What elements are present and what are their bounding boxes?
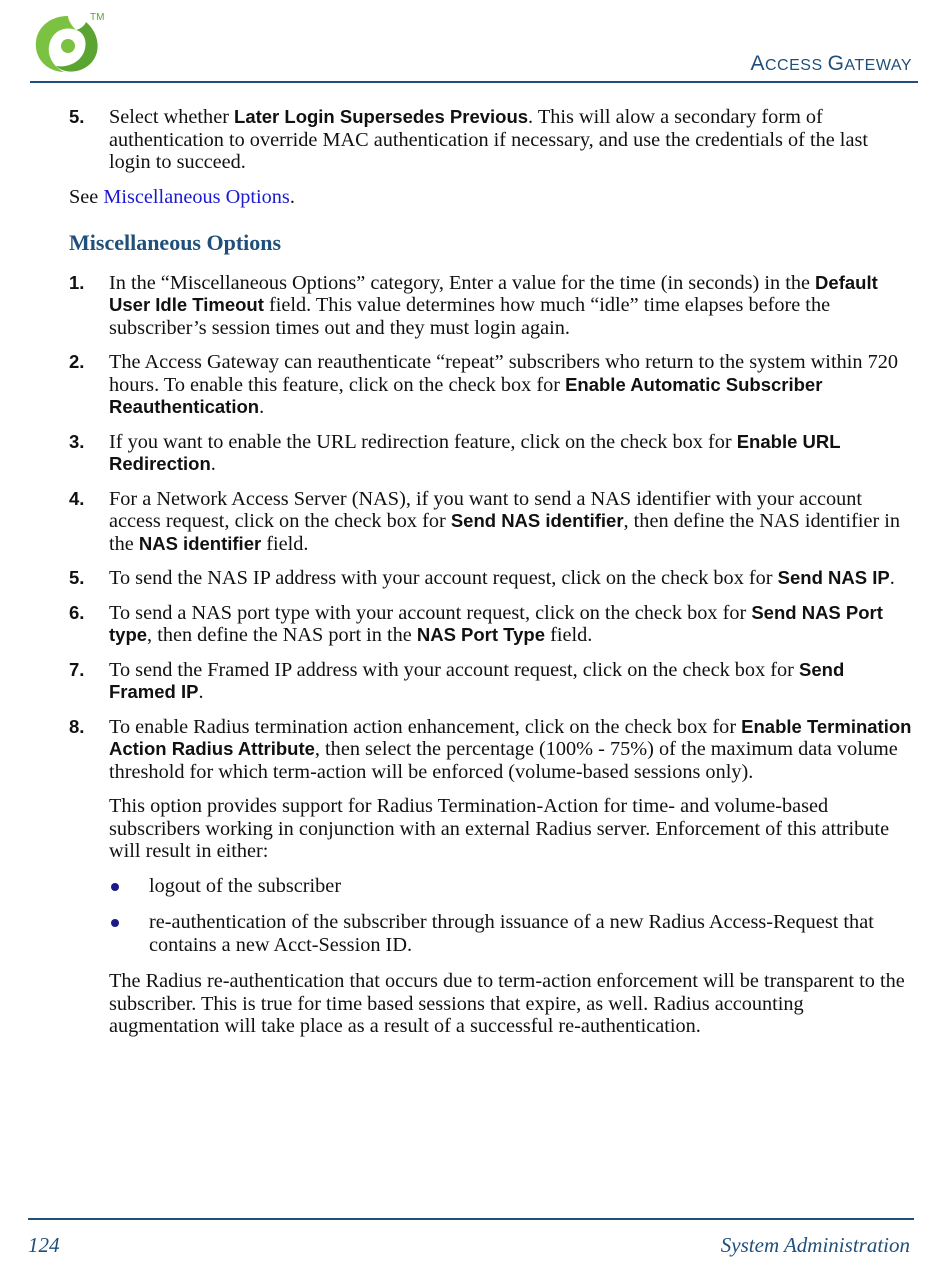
step-7: 7. To send the Framed IP address with your account request, click on the check box for Send Framed IP. <box>69 658 845 703</box>
see-also-line: See Miscellaneous Options. <box>69 185 295 208</box>
section-heading: Miscellaneous Options <box>69 230 282 255</box>
step-5: 5. To send the NAS IP address with your account request, click on the check box for Send NAS IP. <box>69 567 895 589</box>
intro-step <box>69 106 912 174</box>
step-text: Select whether Later Login Supersedes Previous. This will alow a secondary form of authentication to override MAC authentication if necessary, and use the credentials of the last login to succeed. <box>109 106 868 173</box>
step-6: 6. To send a NAS port type with your account request, click on the check box for Send NAS Port type, then define the NAS port in the NAS Port Type field. <box>69 601 883 646</box>
step-2: 2. The Access Gateway can reauthenticate “repeat” subscribers who return to the system within 720 hours. To enable this feature, click on the check box for Enable Automatic Subscriber Reauthentication. <box>69 351 898 418</box>
company-logo <box>28 8 108 78</box>
page-number: 124 <box>28 1233 60 1257</box>
header-divider <box>30 81 918 83</box>
swirl-logo-icon <box>28 8 108 78</box>
option-paragraph: This option provides support for Radius Termination-Action for time- and volume-based subscribers working in conjunction with an external Radius server. Enforcement of this attribute will result in either: <box>109 795 890 862</box>
bullet-icon <box>109 911 149 956</box>
misc-options-link[interactable]: Miscellaneous Options <box>103 185 290 208</box>
step-3: 3. If you want to enable the URL redirection feature, click on the check box for Enable URL Redirection. <box>69 430 841 475</box>
step-4: 4. For a Network Access Server (NAS), if you want to send a NAS identifier with your account access request, click on the check box for Send NAS identifier, then define the NAS identifier in the NAS identifier field. <box>69 487 901 555</box>
bullet-item: re-authentication of the subscriber through issuance of a new Radius Access-Request that contains a new Acct-Session ID. <box>109 911 912 956</box>
footer-section-title: System Administration <box>720 1233 910 1257</box>
closing-paragraph: The Radius re-authentication that occurs due to term-action enforcement will be transparent to the subscriber. This is true for time based sessions that expire, as well. Radius accounting augmentation will take place as a result of a successful re-authentication. <box>109 970 905 1037</box>
step-number: 5. <box>69 106 85 127</box>
step-8: 8. To enable Radius termination action enhancement, click on the check box for Enable Termination Action Radius Attribute, then select the percentage (100% - 75%) of the maximum data volume threshold for which term-action will be enforced (volume-based sessions only). <box>69 715 912 783</box>
page-content <box>69 106 912 1050</box>
bullet-icon <box>109 875 149 898</box>
bullet-item: logout of the subscriber <box>109 875 912 898</box>
svg-text:TM: TM <box>90 12 105 23</box>
running-header: ACCESS GATEWAY <box>750 52 912 75</box>
footer-divider <box>28 1218 914 1220</box>
step-1: 1. In the “Miscellaneous Options” category, Enter a value for the time (in seconds) in the Default User Idle Timeout field. This value determines how much “idle” time elapses before the subscriber’s session times out and they must login again. <box>69 271 878 339</box>
